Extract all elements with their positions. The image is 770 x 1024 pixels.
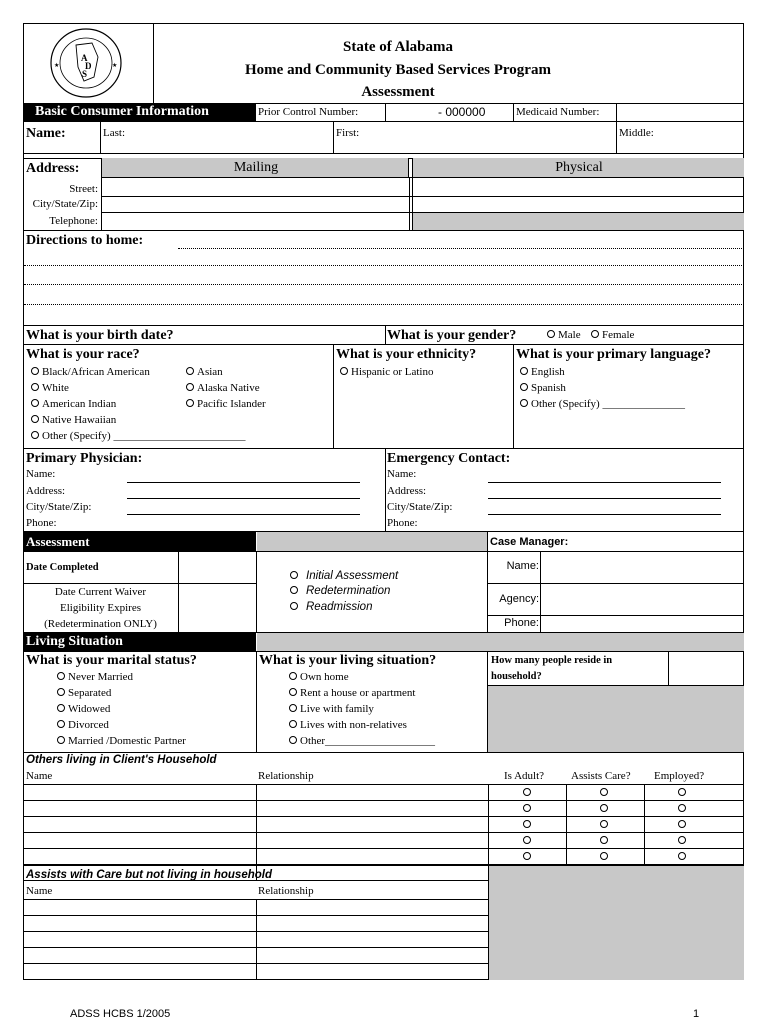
radio-icon (523, 820, 531, 828)
others-employed-radio[interactable] (678, 804, 687, 813)
physician-address-line[interactable] (127, 498, 360, 499)
others-relationship-input[interactable] (257, 801, 487, 816)
assists-relationship-input[interactable] (257, 916, 487, 931)
others-name-header: Name (26, 770, 53, 782)
others-relationship-input[interactable] (257, 833, 487, 848)
physician-address-label: Address: (26, 485, 66, 497)
race-option-american-indian[interactable]: American Indian (31, 398, 116, 411)
physician-phone-label: Phone: (26, 517, 57, 529)
race-label: What is your race? (26, 347, 140, 362)
race-option-alaska-native[interactable]: Alaska Native (186, 382, 260, 395)
physical-street-input[interactable] (413, 178, 743, 196)
others-household-heading: Others living in Client's Household (26, 754, 217, 766)
assessment-shaded-bar (257, 532, 487, 551)
others-adult-radio[interactable] (523, 820, 532, 829)
directions-line-1[interactable] (178, 248, 742, 249)
date-completed-input[interactable] (179, 552, 255, 583)
others-employed-radio[interactable] (678, 788, 687, 797)
radio-icon (57, 736, 65, 744)
living-situation-label: What is your living situation? (259, 653, 437, 668)
race-option-pacific-islander[interactable]: Pacific Islander (186, 398, 266, 411)
marital-status-label: What is your marital status? (26, 653, 197, 668)
waiver-expires-label-1: Date Current Waiver (54, 586, 147, 598)
gender-female-option[interactable]: Female (591, 329, 634, 342)
radio-icon (678, 820, 686, 828)
basic-info-heading: Basic Consumer Information (23, 103, 256, 121)
assists-name-input[interactable] (24, 948, 255, 963)
radio-icon (289, 704, 297, 712)
emergency-label: Emergency Contact: (387, 451, 511, 466)
others-relationship-input[interactable] (257, 849, 487, 864)
emergency-address-line[interactable] (488, 498, 721, 499)
physician-label: Primary Physician: (26, 451, 143, 466)
case-manager-agency-input[interactable] (541, 584, 743, 614)
others-relationship-input[interactable] (257, 817, 487, 832)
others-assists-header: Assists Care? (571, 770, 631, 782)
radio-icon (57, 720, 65, 728)
radio-icon (31, 431, 39, 439)
others-employed-radio[interactable] (678, 836, 687, 845)
others-name-input[interactable] (24, 801, 255, 816)
race-option-native-hawaiian[interactable]: Native Hawaiian (31, 414, 116, 427)
prior-control-value[interactable]: - 000000 (438, 105, 486, 119)
radio-icon (520, 383, 528, 391)
radio-icon (523, 836, 531, 844)
assists-relationship-input[interactable] (257, 932, 487, 947)
marital-option-married[interactable]: Married /Domestic Partner (57, 735, 186, 748)
radio-icon (678, 852, 686, 860)
radio-icon (340, 367, 348, 375)
living-situation-heading: Living Situation (23, 633, 256, 651)
others-name-input[interactable] (24, 849, 255, 864)
mailing-street-input[interactable] (102, 178, 408, 196)
emergency-name-label: Name: (387, 468, 417, 480)
physical-telephone-shaded (413, 213, 744, 230)
marital-option-widowed[interactable]: Widowed (57, 703, 110, 716)
radio-icon (600, 788, 608, 796)
waiver-expires-label-3: (Redetermination ONLY) (44, 618, 157, 630)
ethnicity-option-hispanic[interactable]: Hispanic or Latino (340, 366, 433, 379)
gender-male-option[interactable]: Male (547, 329, 581, 342)
radio-icon (289, 720, 297, 728)
others-adult-radio[interactable] (523, 836, 532, 845)
radio-icon (31, 367, 39, 375)
living-option-rent[interactable]: Rent a house or apartment (289, 687, 415, 700)
radio-icon (290, 586, 298, 594)
radio-icon (523, 804, 531, 812)
radio-icon (290, 571, 298, 579)
assessment-option-initial[interactable]: Initial Assessment (290, 570, 398, 583)
radio-icon (31, 415, 39, 423)
city-label: City/State/Zip: (32, 198, 98, 210)
radio-icon (678, 836, 686, 844)
case-manager-name-input[interactable] (541, 552, 743, 582)
waiver-expires-label-2: Eligibility Expires (60, 602, 141, 614)
physician-name-line[interactable] (127, 482, 360, 483)
prior-control-label: Prior Control Number: (258, 106, 359, 118)
radio-icon (290, 602, 298, 610)
radio-icon (31, 399, 39, 407)
others-name-input[interactable] (24, 785, 255, 800)
language-label: What is your primary language? (516, 347, 711, 362)
emergency-city-line[interactable] (488, 514, 721, 515)
others-adult-radio[interactable] (523, 804, 532, 813)
gender-label: What is your gender? (387, 328, 517, 343)
physician-name-label: Name: (26, 468, 56, 480)
radio-icon (523, 852, 531, 860)
physical-heading: Physical (412, 158, 744, 177)
header-line1: State of Alabama (343, 39, 453, 55)
others-name-input[interactable] (24, 833, 255, 848)
svg-text:S: S (82, 69, 88, 79)
directions-label: Directions to home: (26, 233, 144, 248)
form-id: ADSS HCBS 1/2005 (70, 1008, 171, 1020)
assessment-option-readmission[interactable]: Readmission (290, 601, 372, 614)
radio-icon (600, 852, 608, 860)
radio-icon (186, 383, 194, 391)
radio-icon (678, 788, 686, 796)
radio-icon (520, 367, 528, 375)
agency-seal (48, 27, 124, 99)
middle-name-field[interactable]: Middle: (619, 127, 654, 139)
last-name-field[interactable]: Last: (103, 127, 125, 139)
first-name-field[interactable]: First: (336, 127, 360, 139)
name-label: Name: (26, 126, 66, 141)
assessment-option-redetermination[interactable]: Redetermination (290, 585, 390, 598)
others-name-input[interactable] (24, 817, 255, 832)
assists-name-input[interactable] (24, 964, 255, 980)
medicaid-input[interactable] (617, 104, 743, 120)
others-assists-radio[interactable] (600, 804, 609, 813)
svg-text:★: ★ (112, 63, 118, 69)
date-completed-label: Date Completed (26, 562, 99, 573)
case-manager-agency-label: Agency: (499, 593, 539, 605)
street-label: Street: (69, 183, 98, 195)
address-label: Address: (26, 161, 80, 176)
emergency-name-line[interactable] (488, 482, 721, 483)
assists-relationship-header: Relationship (258, 885, 314, 897)
assists-name-input[interactable] (24, 900, 255, 915)
race-option-white[interactable]: White (31, 382, 69, 395)
emergency-address-label: Address: (387, 485, 427, 497)
radio-icon (520, 399, 528, 407)
radio-icon (31, 383, 39, 391)
emergency-city-label: City/State/Zip: (387, 501, 453, 513)
page-number: 1 (693, 1008, 700, 1020)
radio-icon (523, 788, 531, 796)
physical-city-input[interactable] (413, 197, 743, 212)
header-line2: Home and Community Based Services Program (245, 62, 551, 78)
radio-icon (591, 330, 599, 338)
household-count-input[interactable] (669, 652, 743, 684)
others-assists-radio[interactable] (600, 788, 609, 797)
svg-text:D: D (85, 61, 92, 71)
assists-name-header: Name (26, 885, 53, 897)
case-manager-name-label: Name: (506, 560, 539, 572)
assists-relationship-input[interactable] (257, 964, 487, 980)
assists-relationship-input[interactable] (257, 900, 487, 915)
others-adult-radio[interactable] (523, 852, 532, 861)
living-option-other[interactable]: Other____________________ (289, 735, 435, 748)
physician-city-line[interactable] (127, 514, 360, 515)
others-adult-radio[interactable] (523, 788, 532, 797)
assists-shaded (488, 866, 744, 980)
radio-icon (600, 820, 608, 828)
marital-option-divorced[interactable]: Divorced (57, 719, 109, 732)
svg-text:★: ★ (54, 63, 60, 69)
assessment-heading: Assessment (23, 532, 256, 551)
mailing-telephone-input[interactable] (102, 213, 408, 229)
emergency-phone-label: Phone: (387, 517, 418, 529)
race-option-asian[interactable]: Asian (186, 366, 223, 379)
others-relationship-input[interactable] (257, 785, 487, 800)
assists-name-input[interactable] (24, 932, 255, 947)
directions-line-4[interactable] (24, 304, 742, 305)
radio-icon (600, 804, 608, 812)
living-option-non-relatives[interactable]: Lives with non-relatives (289, 719, 407, 732)
radio-icon (289, 672, 297, 680)
waiver-expires-input[interactable] (179, 584, 255, 631)
household-count-label-1: How many people reside in (491, 655, 613, 666)
radio-icon (186, 367, 194, 375)
radio-icon (289, 688, 297, 696)
case-manager-phone-input[interactable] (541, 616, 743, 631)
race-option-other[interactable]: Other (Specify) ________________________ (31, 430, 245, 443)
radio-icon (57, 704, 65, 712)
language-option-spanish[interactable]: Spanish (520, 382, 566, 395)
others-employed-radio[interactable] (678, 820, 687, 829)
physician-city-label: City/State/Zip: (26, 501, 92, 513)
language-option-english[interactable]: English (520, 366, 565, 379)
language-option-other[interactable]: Other (Specify) _______________ (520, 398, 685, 411)
others-assists-radio[interactable] (600, 852, 609, 861)
directions-line-2[interactable] (24, 265, 742, 266)
radio-icon (678, 804, 686, 812)
living-option-own-home[interactable]: Own home (289, 671, 349, 684)
others-employed-radio[interactable] (678, 852, 687, 861)
household-count-label-2: household? (491, 671, 542, 682)
living-option-family[interactable]: Live with family (289, 703, 374, 716)
household-shaded (488, 685, 744, 752)
others-assists-radio[interactable] (600, 836, 609, 845)
radio-icon (289, 736, 297, 744)
marital-option-separated[interactable]: Separated (57, 687, 111, 700)
assists-name-input[interactable] (24, 916, 255, 931)
others-assists-radio[interactable] (600, 820, 609, 829)
radio-icon (547, 330, 555, 338)
mailing-city-input[interactable] (102, 197, 408, 212)
assists-relationship-input[interactable] (257, 948, 487, 963)
living-shaded-bar (257, 633, 744, 651)
radio-icon (57, 672, 65, 680)
others-employed-header: Employed? (654, 770, 705, 782)
assists-care-heading: Assists with Care but not living in household (26, 869, 272, 881)
case-manager-phone-label: Phone: (504, 617, 539, 629)
case-manager-label: Case Manager: (490, 536, 569, 548)
marital-option-never-married[interactable]: Never Married (57, 671, 133, 684)
directions-line-3[interactable] (24, 284, 742, 285)
radio-icon (186, 399, 194, 407)
telephone-label: Telephone: (49, 215, 98, 227)
header-line3: Assessment (361, 84, 435, 100)
medicaid-label: Medicaid Number: (516, 106, 600, 118)
birth-date-label: What is your birth date? (26, 328, 174, 343)
others-relationship-header: Relationship (258, 770, 314, 782)
svg-text:A: A (81, 53, 88, 63)
ethnicity-label: What is your ethnicity? (336, 347, 477, 362)
radio-icon (600, 836, 608, 844)
others-adult-header: Is Adult? (504, 770, 545, 782)
mailing-heading: Mailing (101, 158, 409, 177)
radio-icon (57, 688, 65, 696)
race-option-black[interactable]: Black/African American (31, 366, 150, 379)
